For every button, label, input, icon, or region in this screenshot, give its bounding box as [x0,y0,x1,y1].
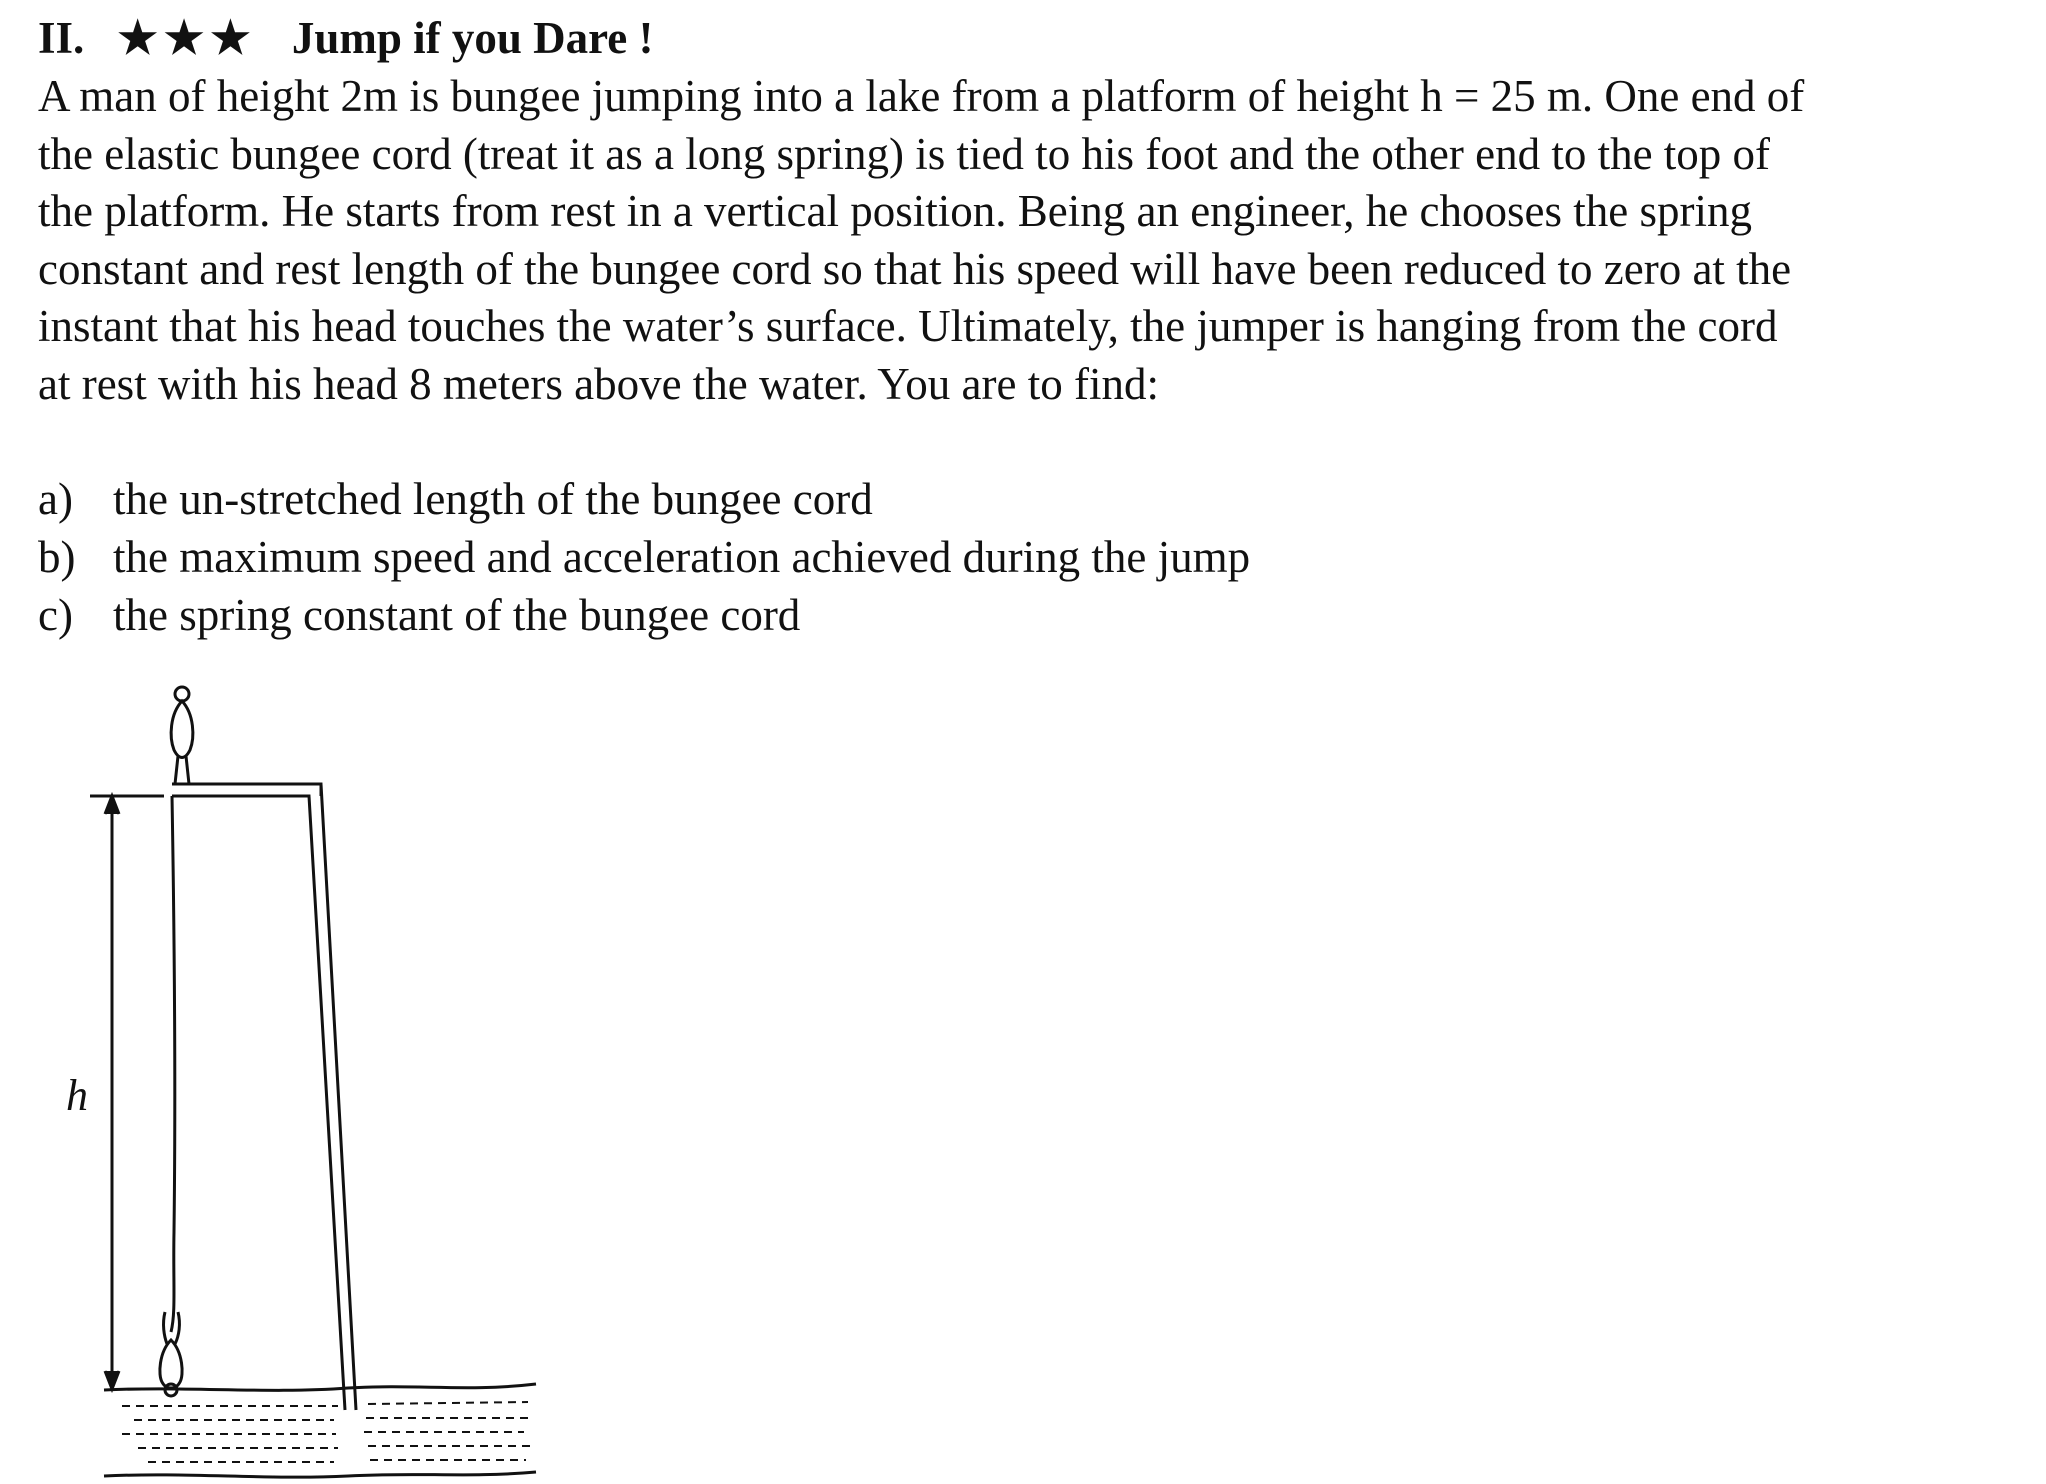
statement-line: the elastic bungee cord (treat it as a long spring) is tied to his foot and the other end to the top of [38,128,1771,179]
problem-statement [38,68,2028,413]
question-marker: a) [38,474,73,524]
problem-document [38,8,2028,644]
difficulty-stars: ★★★ [117,13,257,63]
bungee-figure [38,672,558,1484]
question-marker: b) [38,532,76,582]
question-item [38,586,2028,644]
question-item [38,470,2028,528]
height-label: h [66,1071,88,1120]
problem-title: Jump if you Dare ! [291,13,654,63]
statement-line: the platform. He starts from rest in a vertical position. Being an engineer, he chooses the spring [38,186,1752,236]
problem-number: II. [38,13,85,63]
statement-line: A man of height 2m is bungee jumping into a lake from a platform of height h = 25 m. One end of [38,71,1805,121]
water-hatching [122,1402,532,1462]
question-text: the spring constant of the bungee cord [113,590,801,640]
statement-line: instant that his head touches the water’s surface. Ultimately, the jumper is hanging from the cord [38,301,1778,351]
question-marker: c) [38,590,73,640]
question-text: the maximum speed and acceleration achieved during the jump [113,532,1251,582]
water-surface [104,1384,536,1477]
platform [172,784,356,1410]
bungee-diagram [38,672,558,1484]
statement-line: at rest with his head 8 meters above the water. You are to find: [38,358,1159,409]
statement-line: constant and rest length of the bungee cord so that his speed will have been reduced to zero at the [38,243,1792,294]
question-text: the un-stretched length of the bungee cord [113,474,873,524]
problem-heading [38,8,2028,68]
bungee-cord [171,796,175,1332]
question-list [38,470,2028,644]
question-item [38,528,2028,586]
jumper-top-figure [171,687,193,784]
height-dimension [90,796,164,1389]
